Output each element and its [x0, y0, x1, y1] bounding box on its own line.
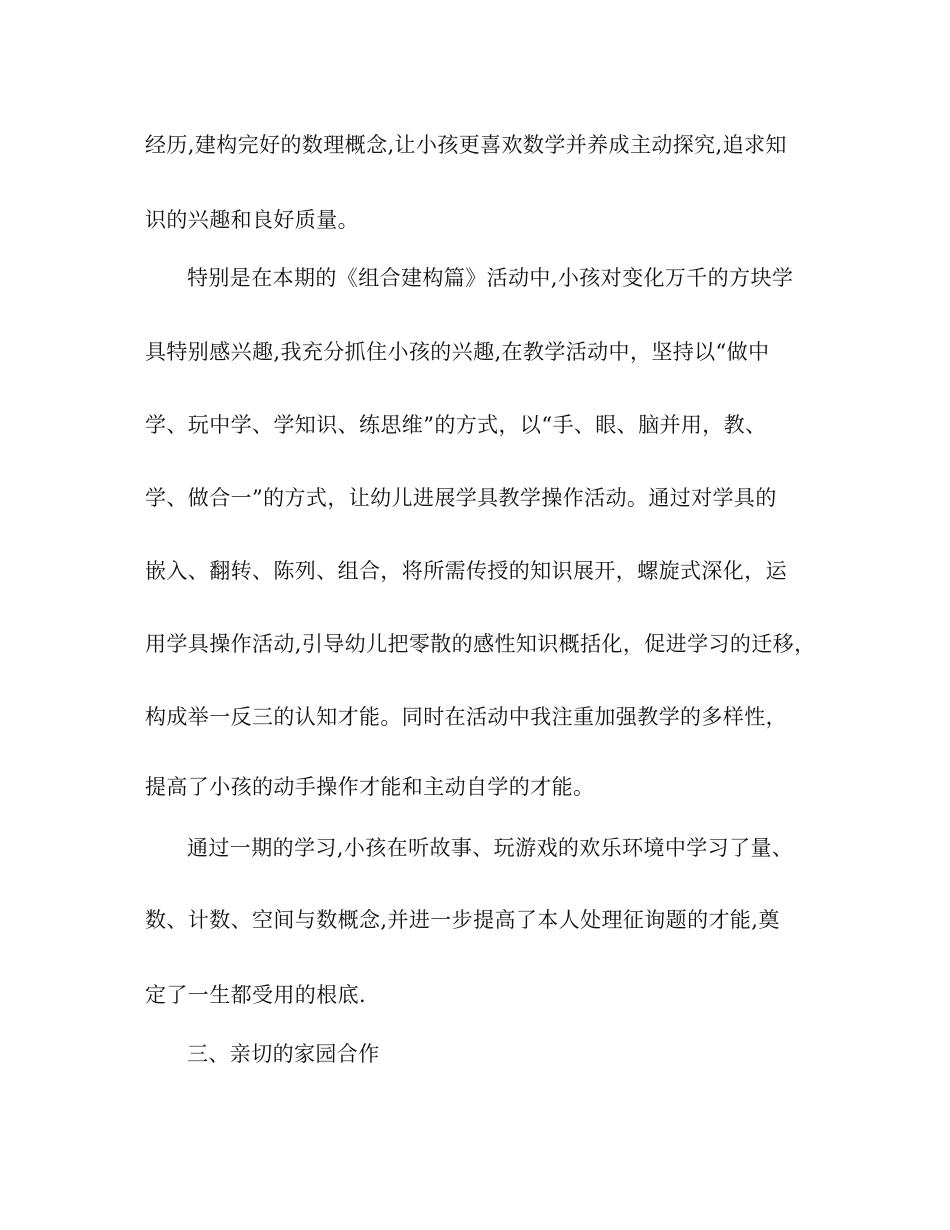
- text-line: 学、做合一”的方式，让幼儿进展学具教学操作活动。通过对学具的: [145, 486, 777, 510]
- paragraph-start-line: 通过一期的学习,小孩在听故事、玩游戏的欢乐环境中学习了量、: [187, 836, 794, 860]
- text-line: 学、玩中学、学知识、练思维”的方式，以“手、眼、脑并用，教、: [145, 413, 767, 437]
- text-line: 经历,建构完好的数理概念,让小孩更喜欢数学并养成主动探究,追求知: [145, 133, 787, 157]
- text-line: 嵌入、翻转、陈列、组合，将所需传授的知识展开，螺旋式深化，运: [145, 559, 787, 583]
- text-line: 定了一生都受用的根底.: [145, 983, 367, 1007]
- section-heading: 三、亲切的家园合作: [187, 1042, 380, 1066]
- text-line: 提高了小孩的动手操作才能和主动自学的才能。: [145, 775, 595, 799]
- text-line: 识的兴趣和良好质量。: [145, 208, 359, 232]
- text-line: 用学具操作活动,引导幼儿把零散的感性知识概括化，促进学习的迁移，: [145, 632, 816, 656]
- text-line: 数、计数、空间与数概念,并进一步提高了本人处理征询题的才能,奠: [145, 908, 780, 932]
- text-line: 构成举一反三的认知才能。同时在活动中我注重加强教学的多样性，: [145, 705, 787, 729]
- paragraph-start-line: 特别是在本期的《组合建构篇》活动中,小孩对变化万千的方块学: [187, 266, 794, 290]
- text-line: 具特别感兴趣,我充分抓住小孩的兴趣,在教学活动中，坚持以“做中: [145, 340, 770, 364]
